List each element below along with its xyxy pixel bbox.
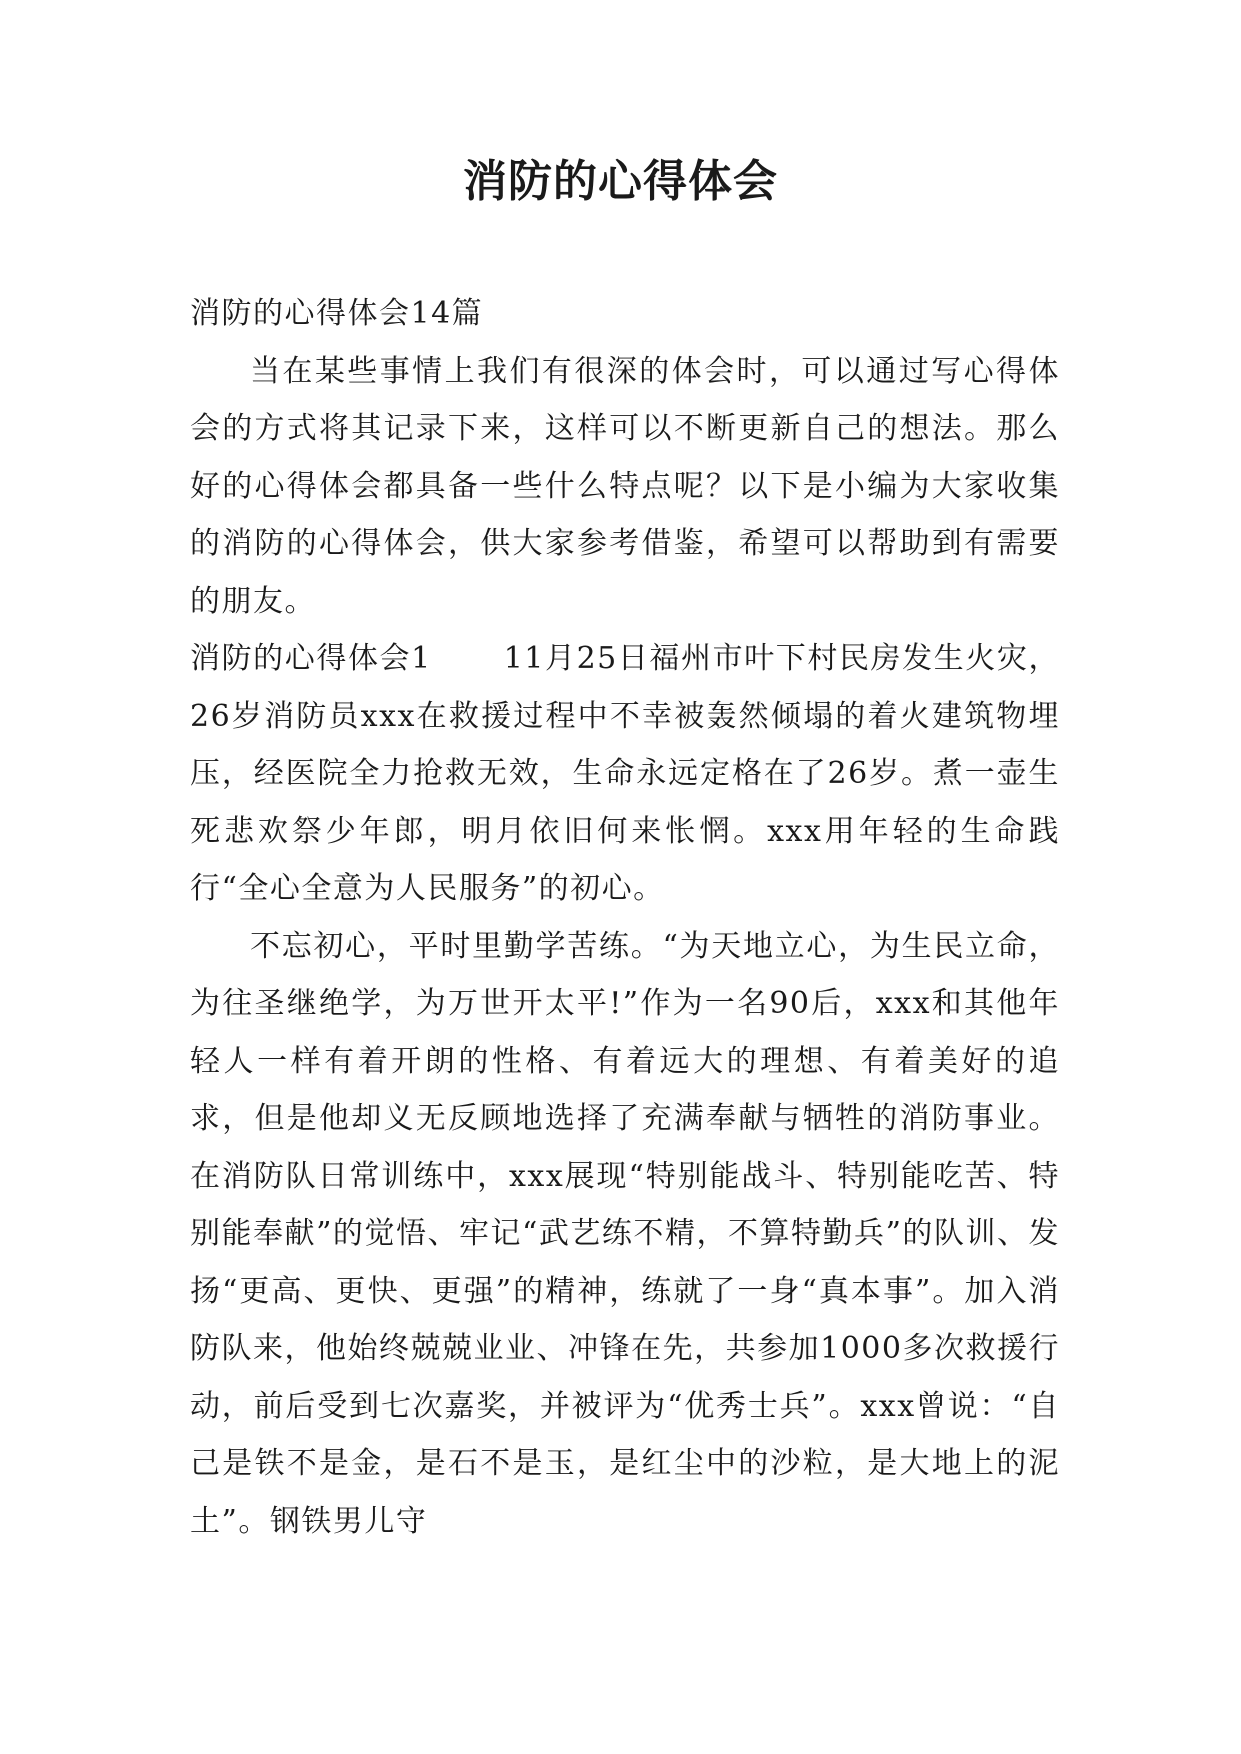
body-paragraph-2: 不忘初心，平时里勤学苦练。“为天地立心，为生民立命，为往圣继绝学，为万世开太平!”作为一名90后，xxx和其他年轻人一样有着开朗的性格、有着远大的理想、有着美好的追求，但是他却义无反顾地选择了充满奉献与牺牲的消防事业。在消防队日常训练中，xxx展现“特别能战斗、特别能吃苦、特别能奉献”的觉悟、牢记“武艺练不精，不算特勤兵”的队训、发扬“更高、更快、更强”的精神，练就了一身“真本事”。加入消防队来，他始终兢兢业业、冲锋在先，共参加1000多次救援行动，前后受到七次嘉奖，并被评为“优秀士兵”。xxx曾说：“自己是铁不是金，是石不是玉，是红尘中的沙粒，是大地上的泥土”。钢铁男儿守 bbox=[190, 928, 1060, 1539]
section-1-text: 11月25日福州市叶下村民房发生火灾，26岁消防员xxx在救援过程中不幸被轰然倾塌的着火建筑物埋压，经医院全力抢救无效，生命永远定格在了26岁。煮一壶生死悲欢祭少年郎，明月依旧何来怅惘。xxx用年轻的生命践行“全心全意为人民服务”的初心。 bbox=[190, 641, 1060, 906]
document-title: 消防的心得体会 bbox=[463, 156, 778, 207]
document-subtitle: 消防的心得体会14篇 bbox=[190, 296, 484, 331]
document-body bbox=[190, 285, 1060, 1550]
section-1-heading: 消防的心得体会1 bbox=[190, 641, 432, 676]
section-1-paragraph bbox=[190, 630, 1060, 918]
intro-paragraph: 当在某些事情上我们有很深的体会时，可以通过写心得体会的方式将其记录下来，这样可以不断更新自己的想法。那么好的心得体会都具备一些什么特点呢？以下是小编为大家收集的消防的心得体会，供大家参考借鉴，希望可以帮助到有需要的朋友。 bbox=[190, 353, 1060, 619]
